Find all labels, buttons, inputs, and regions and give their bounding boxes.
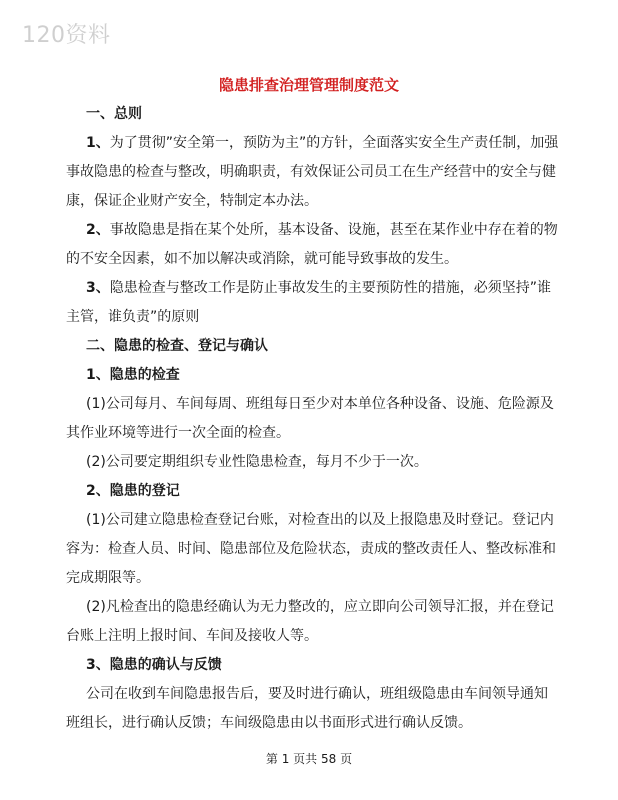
paragraph-line: 的不安全因素，如不加以解决或消除，就可能导致事故的发生。	[66, 251, 458, 267]
page-number-footer: 第 1 页共 58 页	[265, 752, 353, 766]
paragraph-text: 隐患检查与整改工作是防止事故发生的主要预防性的措施，必须坚持”谁	[109, 280, 552, 296]
subsection-heading: 2、隐患的登记	[86, 483, 180, 499]
paragraph-line: (1)公司每月、车间每周、班组每日至少对本单位各种设备、设施、危险源及	[86, 396, 554, 412]
watermark: 120资料	[22, 23, 111, 48]
section-heading-inspection: 二、隐患的检查、登记与确认	[86, 338, 268, 354]
paragraph-line: 康，保证企业财产安全，特制定本办法。	[66, 193, 318, 209]
paragraph-line	[66, 274, 566, 303]
paragraph-line	[66, 216, 566, 245]
paragraph-line: (2)凡检查出的隐患经确认为无力整改的，应立即向公司领导汇报，并在登记	[86, 599, 554, 615]
section-heading-general: 一、总则	[86, 106, 142, 122]
paragraph-line: 容为：检查人员、时间、隐患部位及危险状态，责成的整改责任人、整改标准和	[66, 541, 556, 557]
paragraph-line: 事故隐患的检查与整改，明确职责，有效保证公司员工在生产经营中的安全与健	[66, 164, 556, 180]
document-title: 隐患排查治理管理制度范文	[218, 76, 399, 94]
paragraph-text: 为了贯彻”安全第一，预防为主”的方针，全面落实安全生产责任制，加强	[109, 135, 559, 151]
paragraph-number: 3、	[86, 280, 110, 296]
paragraph-line: 台账上注明上报时间、车间及接收人等。	[66, 628, 318, 644]
paragraph-line: (1)公司建立隐患检查登记台账，对检查出的以及上报隐患及时登记。登记内	[86, 512, 554, 528]
subsection-heading: 3、隐患的确认与反馈	[86, 657, 222, 673]
paragraph-number: 1、	[86, 135, 110, 151]
paragraph-line: 公司在收到车间隐患报告后，要及时进行确认，班组级隐患由车间领导通知	[86, 686, 548, 702]
paragraph-line: 主管，谁负责”的原则	[66, 309, 200, 325]
subsection-heading: 1、隐患的检查	[86, 367, 180, 383]
paragraph-line	[66, 129, 566, 158]
paragraph-number: 2、	[86, 222, 110, 238]
paragraph-text: 事故隐患是指在某个处所，基本设备、设施，甚至在某作业中存在着的物	[109, 222, 558, 238]
paragraph-line: (2)公司要定期组织专业性隐患检查，每月不少于一次。	[86, 454, 428, 470]
paragraph-line: 完成期限等。	[66, 570, 150, 586]
paragraph-line: 其作业环境等进行一次全面的检查。	[66, 425, 290, 441]
paragraph-line: 班组长，进行确认反馈；车间级隐患由以书面形式进行确认反馈。	[66, 715, 472, 731]
document-body	[66, 100, 566, 738]
